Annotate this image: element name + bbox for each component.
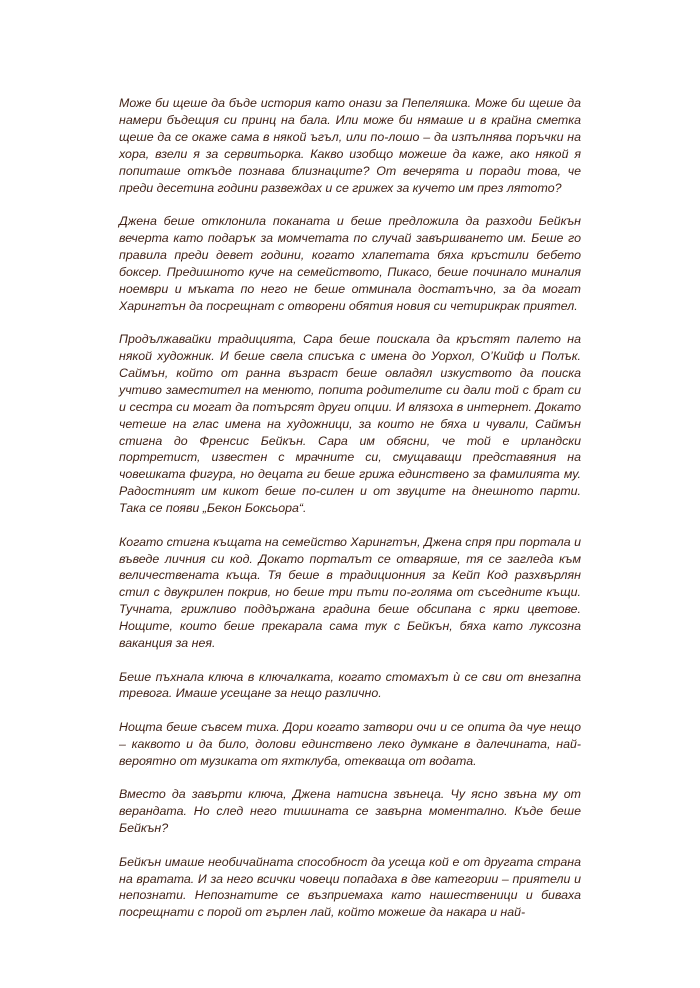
- paragraph: Нощта беше съвсем тиха. Дори когато затвори очи и се опита да чуе нещо – каквото и да било, долови единствено леко думкане в далечината, най-вероятно от музиката от яхтклуба, отекваща от водата.: [119, 719, 581, 768]
- paragraph: Беше пъхнала ключа в ключалката, когато стомахът ѝ се сви от внезапна тревога. Имаше усещане за нещо различно.: [119, 669, 581, 701]
- paragraph: Когато стигна къщата на семейство Харингтън, Джена спря при портала и въведе личния си код. Докато порталът се отваряше, тя се загледа към величествената къща. Тя беше в традиционния за Кейп Код разхвърлян стил с двукрилен покрив, но беше три пъти по-голяма от съседните къщи. Тучната, грижливо поддържана градина беше обсипана с ярки цветове. Нощите, които беше прекарала сама тук с Бейкън, бяха като луксозна ваканция за нея.: [119, 534, 581, 651]
- paragraph: Вместо да завърти ключа, Джена натисна звънеца. Чу ясно звъна му от верандата. Но след него тишината се завърна моментално. Къде беше Бейкън?: [119, 787, 581, 836]
- body-text: [119, 95, 581, 938]
- paragraph: Бейкън имаше необичайната способност да усеща кой е от другата страна на вратата. И за него всички човеци попадаха в две категории – приятели и непознати. Непознатите се възприемаха като нашественици и биваха посрещнати с порой от гърлен лай, който можеше да накара и най-: [119, 854, 581, 920]
- paragraph: Джена беше отклонила поканата и беше предложила да разходи Бейкън вечерта като подарък за момчетата по случай завършването им. Беше го правила преди девет години, когато хлапетата бяха кръстили бебето боксер. Предишното куче на семейството, Пикасо, беше починало миналия ноември и мъката по него не беше отминала достатъчно, за да могат Харингтън да посрещнат с отворени обятия новия си четирикрак приятел.: [119, 214, 581, 313]
- paragraph: Продължавайки традицията, Сара беше поискала да кръстят палето на някой художник. И беше свела списъка с имена до Уорхол, О’Кийф и Полък. Саймън, който от ранна възраст беше овладял изкуството да поиска учтиво заместител на менюто, попита родителите си дали той с брат си и сестра си могат да потърсят други опции. И влязоха в интернет. Докато четеше на глас имена на художници, за които не бяха и чували, Саймън стигна до Френсис Бейкън. Сара им обясни, че той е ирландски портретист, известен с мрачните си, смущаващи представяния на човешката фигура, но децата ги беше грижа единствено за фамилията му. Радостният им кикот беше по-силен и от звуците на днешното парти. Така се появи „Бекон Боксьора“.: [119, 332, 581, 516]
- paragraph: Може би щеше да бъде история като онази за Пепеляшка. Може би щеше да намери бъдещия си принц на бала. Или може би нямаше и в крайна сметка щеше да се окаже сама в някой ъгъл, или по-лошо – да изпълнява поръчки на хора, взели я за сервитьорка. Какво изобщо можеше да каже, ако някой я попиташе откъде познава близнаците? От вечерята и поради това, че преди десетина години развеждах и се грижех за кучето им през лятото?: [119, 96, 581, 195]
